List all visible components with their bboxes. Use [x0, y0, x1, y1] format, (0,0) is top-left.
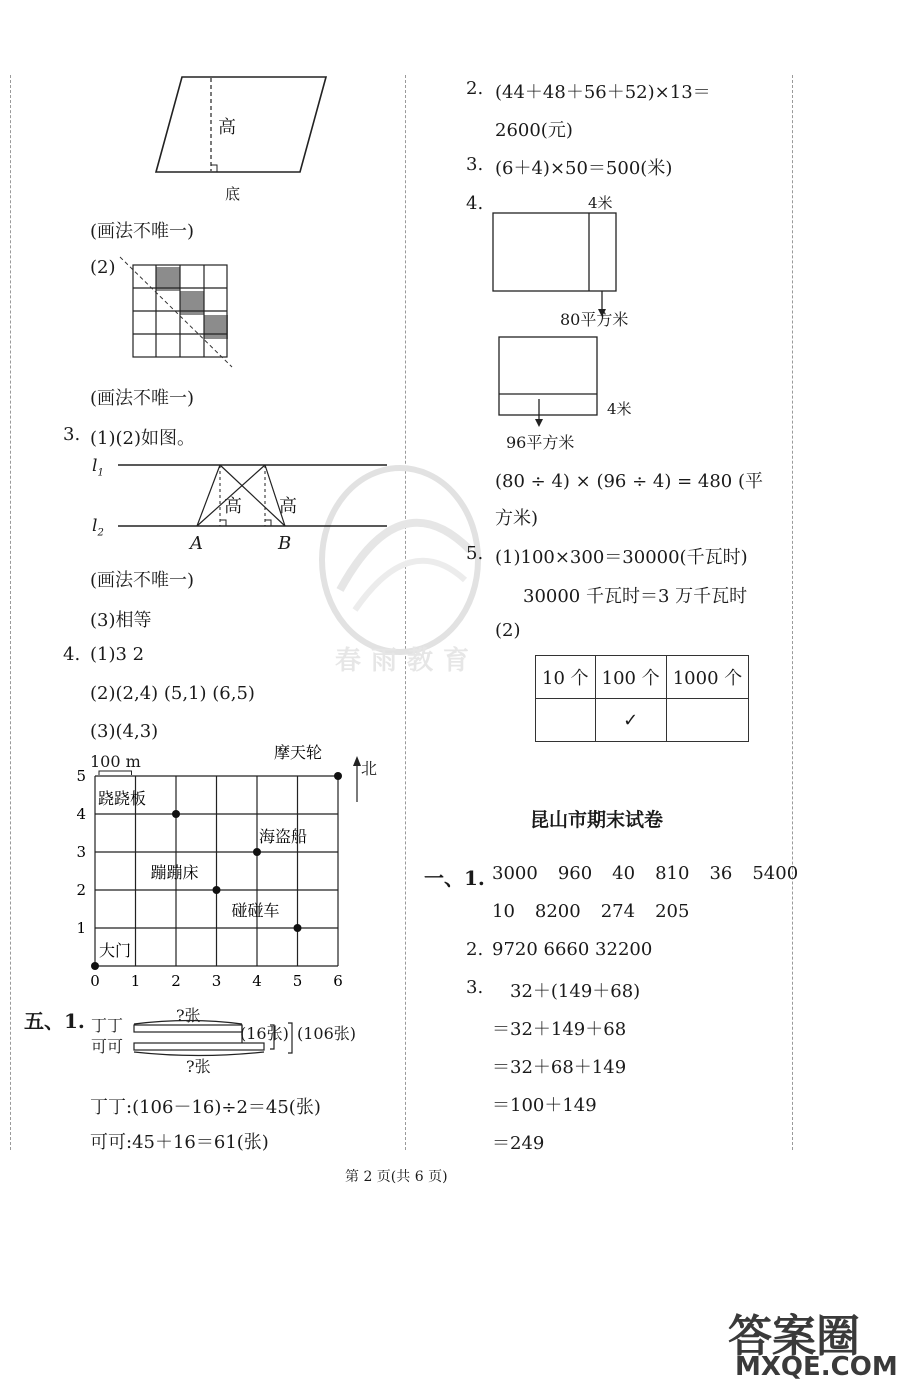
map-point — [294, 924, 302, 932]
r-q2-line1: (44＋48＋56＋52)×13＝ — [495, 82, 711, 103]
logo-watermark-title: 答案圈 — [728, 1311, 860, 1362]
shaded-grid-figure — [114, 255, 234, 367]
part1-answer: 36 — [709, 863, 733, 884]
answer-table-cell — [666, 699, 749, 742]
part1-answer: 205 — [655, 901, 690, 922]
note-method-not-unique-3: (画法不唯一) — [90, 570, 195, 591]
map-place-label: 碰碰车 — [231, 901, 280, 920]
q5-number: 五、1. — [24, 1009, 85, 1033]
calc-step: ＝32＋149＋68 — [492, 1019, 627, 1040]
r-q5-line1: (1)100×300＝30000(千瓦时) — [495, 547, 748, 568]
parallelogram-figure — [150, 74, 335, 179]
line-l1-letter: l — [92, 456, 98, 476]
map-place-label: 大门 — [99, 941, 132, 960]
line-l1-subscript: 1 — [97, 467, 104, 479]
q5-answer-keke: 可可:45＋16＝61(张) — [90, 1132, 269, 1153]
q4-part1-answer: (1)3 2 — [90, 644, 145, 665]
page-footer: 第 2 页(共 6 页) — [345, 1169, 448, 1185]
bar-label-dingding: 丁丁 — [91, 1016, 124, 1035]
map-y-tick-label: 3 — [76, 843, 86, 861]
watermark-stamp-text: 春雨教育 — [335, 646, 480, 676]
rectangle-length-figure — [495, 333, 605, 433]
note-method-not-unique-1: (画法不唯一) — [90, 221, 195, 242]
answer-table-header-row — [536, 656, 749, 699]
map-y-tick-label: 1 — [76, 919, 86, 937]
part1-answer: 960 — [557, 863, 593, 884]
r-q4-area1-label: 80平方米 — [560, 310, 629, 329]
map-y-tick-label: 2 — [76, 881, 86, 899]
q3-text: (1)(2)如图。 — [90, 428, 195, 449]
q5-answer-dingding: 丁丁:(106－16)÷2＝45(张) — [90, 1097, 321, 1118]
line-l2-letter: l — [92, 516, 98, 536]
r-q4-top-label: 4米 — [588, 194, 613, 212]
note-method-not-unique-2: (画法不唯一) — [90, 388, 195, 409]
r-q5-line2: 30000 千瓦时＝3 万千瓦时 — [523, 586, 748, 607]
map-place-label: 跷跷板 — [98, 789, 147, 808]
part1-q3-number: 3. — [466, 977, 484, 998]
left-margin-line — [10, 75, 11, 1150]
part1-answer: 5400 — [752, 863, 799, 884]
answer-table — [535, 655, 749, 742]
answer-table-cell — [536, 699, 596, 742]
bar-question-bottom: ?张 — [186, 1057, 211, 1076]
point-a-label: A — [190, 533, 203, 554]
triangle1-height-label: 高 — [224, 496, 242, 517]
map-scale-bracket — [99, 771, 132, 775]
map-x-tick-label: 5 — [292, 972, 303, 990]
line-l1-label — [92, 456, 104, 478]
r-q4-equation-line2: 方米) — [495, 508, 539, 529]
q3-part3-answer: (3)相等 — [90, 610, 152, 631]
q4-number: 4. — [63, 644, 81, 665]
map-place-label: 摩天轮 — [274, 743, 323, 762]
parallelogram-height-label: 高 — [218, 117, 236, 138]
part1-q2-answers: 9720 6660 32200 — [492, 939, 653, 960]
part1-number: 一、1. — [424, 866, 485, 890]
parallelogram-base-label: 底 — [225, 185, 241, 203]
q4-part2-answer: (2)(2,4) (5,1) (6,5) — [90, 683, 255, 704]
part1-answer: 8200 — [534, 901, 581, 922]
bar-question-top: ?张 — [176, 1006, 201, 1025]
part1-row2 — [492, 901, 689, 922]
right-margin-line — [792, 75, 793, 1150]
section-title: 昆山市期末试卷 — [530, 809, 664, 831]
calc-step: 32＋(149＋68) — [510, 981, 641, 1002]
bar-label-keke: 可可 — [91, 1037, 124, 1056]
r-q3-line: (6＋4)×50＝500(米) — [495, 158, 673, 179]
q4-part3-answer: (3)(4,3) — [90, 721, 159, 742]
line-l2-subscript: 2 — [97, 527, 104, 539]
triangle2-height-label: 高 — [279, 496, 297, 517]
map-point — [91, 962, 99, 970]
map-point — [334, 772, 342, 780]
map-x-tick-label: 0 — [90, 972, 100, 990]
r-q2-number: 2. — [466, 78, 484, 99]
r-q5-number: 5. — [466, 543, 484, 564]
map-place-label: 海盗船 — [259, 827, 308, 846]
part1-answer: 810 — [655, 863, 690, 884]
r-q4-equation-line1: (80 ÷ 4) × (96 ÷ 4) = 480 (平 — [495, 471, 764, 492]
check-mark-icon: ✓ — [595, 699, 666, 742]
map-x-tick-label: 3 — [211, 972, 222, 990]
north-arrow-icon — [353, 756, 361, 766]
part1-answer: 274 — [600, 901, 636, 922]
point-b-label: B — [278, 533, 292, 554]
map-scale-label: 100 m — [90, 752, 141, 771]
map-x-tick-label: 6 — [333, 972, 343, 990]
map-place-label: 蹦蹦床 — [150, 863, 199, 882]
coordinate-map — [70, 743, 390, 990]
map-point — [213, 886, 221, 894]
part1-row1 — [492, 863, 798, 884]
calc-step: ＝249 — [492, 1133, 545, 1154]
answer-table-header: 100 个 — [595, 656, 666, 699]
r-q4-area2-label: 96平方米 — [506, 433, 575, 452]
calc-step: ＝32＋68＋149 — [492, 1057, 627, 1078]
answer-table-mark-row — [536, 699, 749, 742]
r-q2-line2: 2600(元) — [495, 120, 573, 141]
part1-answer: 40 — [612, 863, 636, 884]
map-x-tick-label: 4 — [252, 972, 262, 990]
logo-watermark-url: MXQE.COM — [735, 1352, 898, 1382]
map-x-tick-label: 1 — [130, 972, 141, 990]
calc-step: ＝100＋149 — [492, 1095, 597, 1116]
r-q4-side-label: 4米 — [607, 400, 632, 418]
part1-q2-number: 2. — [466, 939, 484, 960]
map-point — [172, 810, 180, 818]
bar-total-label: (106张) — [297, 1024, 357, 1043]
part1-answer: 10 — [492, 901, 515, 922]
part1-answer: 3000 — [492, 863, 538, 884]
map-x-tick-label: 2 — [171, 972, 181, 990]
r-q4-number: 4. — [466, 193, 484, 214]
map-y-tick-label: 4 — [76, 805, 86, 823]
answer-table-header: 1000 个 — [666, 656, 749, 699]
map-point — [253, 848, 261, 856]
r-q5-line3: (2) — [495, 620, 521, 641]
answer-table-header: 10 个 — [536, 656, 596, 699]
line-l2-label — [92, 516, 104, 538]
bar-difference-label: (16张) — [240, 1024, 289, 1043]
grid-question-label: (2) — [90, 257, 116, 278]
r-q3-number: 3. — [466, 154, 484, 175]
q3-number: 3. — [63, 424, 81, 445]
map-north-label: 北 — [361, 759, 378, 778]
map-y-tick-label: 5 — [76, 767, 86, 785]
